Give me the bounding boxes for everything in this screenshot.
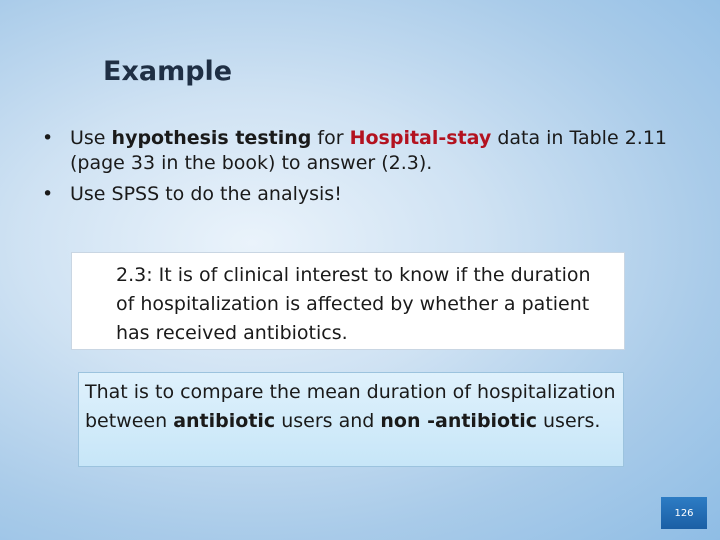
explanation-text: users and bbox=[275, 410, 381, 432]
explanation-box bbox=[78, 372, 624, 467]
explanation-text: users. bbox=[536, 410, 601, 432]
bullet-text: Use bbox=[70, 127, 112, 149]
question-text: 2.3: It is of clinical interest to know if the duration of hospitalization is affected by whether a patient has received antibiotics. bbox=[116, 264, 591, 344]
slide-title: Example bbox=[103, 56, 233, 87]
bullet-list bbox=[42, 126, 682, 213]
explanation-text: That is to compare the mean duration of hospitalization between bbox=[85, 381, 616, 432]
bullet-item bbox=[42, 182, 682, 207]
highlight-term-hospital-stay: Hospital-stay bbox=[349, 127, 492, 149]
bullet-text: Use SPSS to do the analysis! bbox=[70, 183, 342, 205]
bullet-marker: • bbox=[42, 183, 54, 205]
page-number-badge bbox=[661, 497, 707, 529]
bullet-item bbox=[42, 126, 682, 176]
page-number: 126 bbox=[674, 507, 694, 519]
bullet-marker: • bbox=[42, 127, 54, 149]
bold-term-non-antibiotic: non -antibiotic bbox=[380, 410, 537, 432]
bullet-text: data in Table 2.11 (page 33 in the book) to answer (2.3). bbox=[70, 127, 667, 174]
bullet-text: for bbox=[311, 127, 350, 149]
bold-term-hypothesis-testing: hypothesis testing bbox=[111, 127, 312, 149]
bold-term-antibiotic: antibiotic bbox=[173, 410, 276, 432]
question-box bbox=[71, 252, 625, 350]
